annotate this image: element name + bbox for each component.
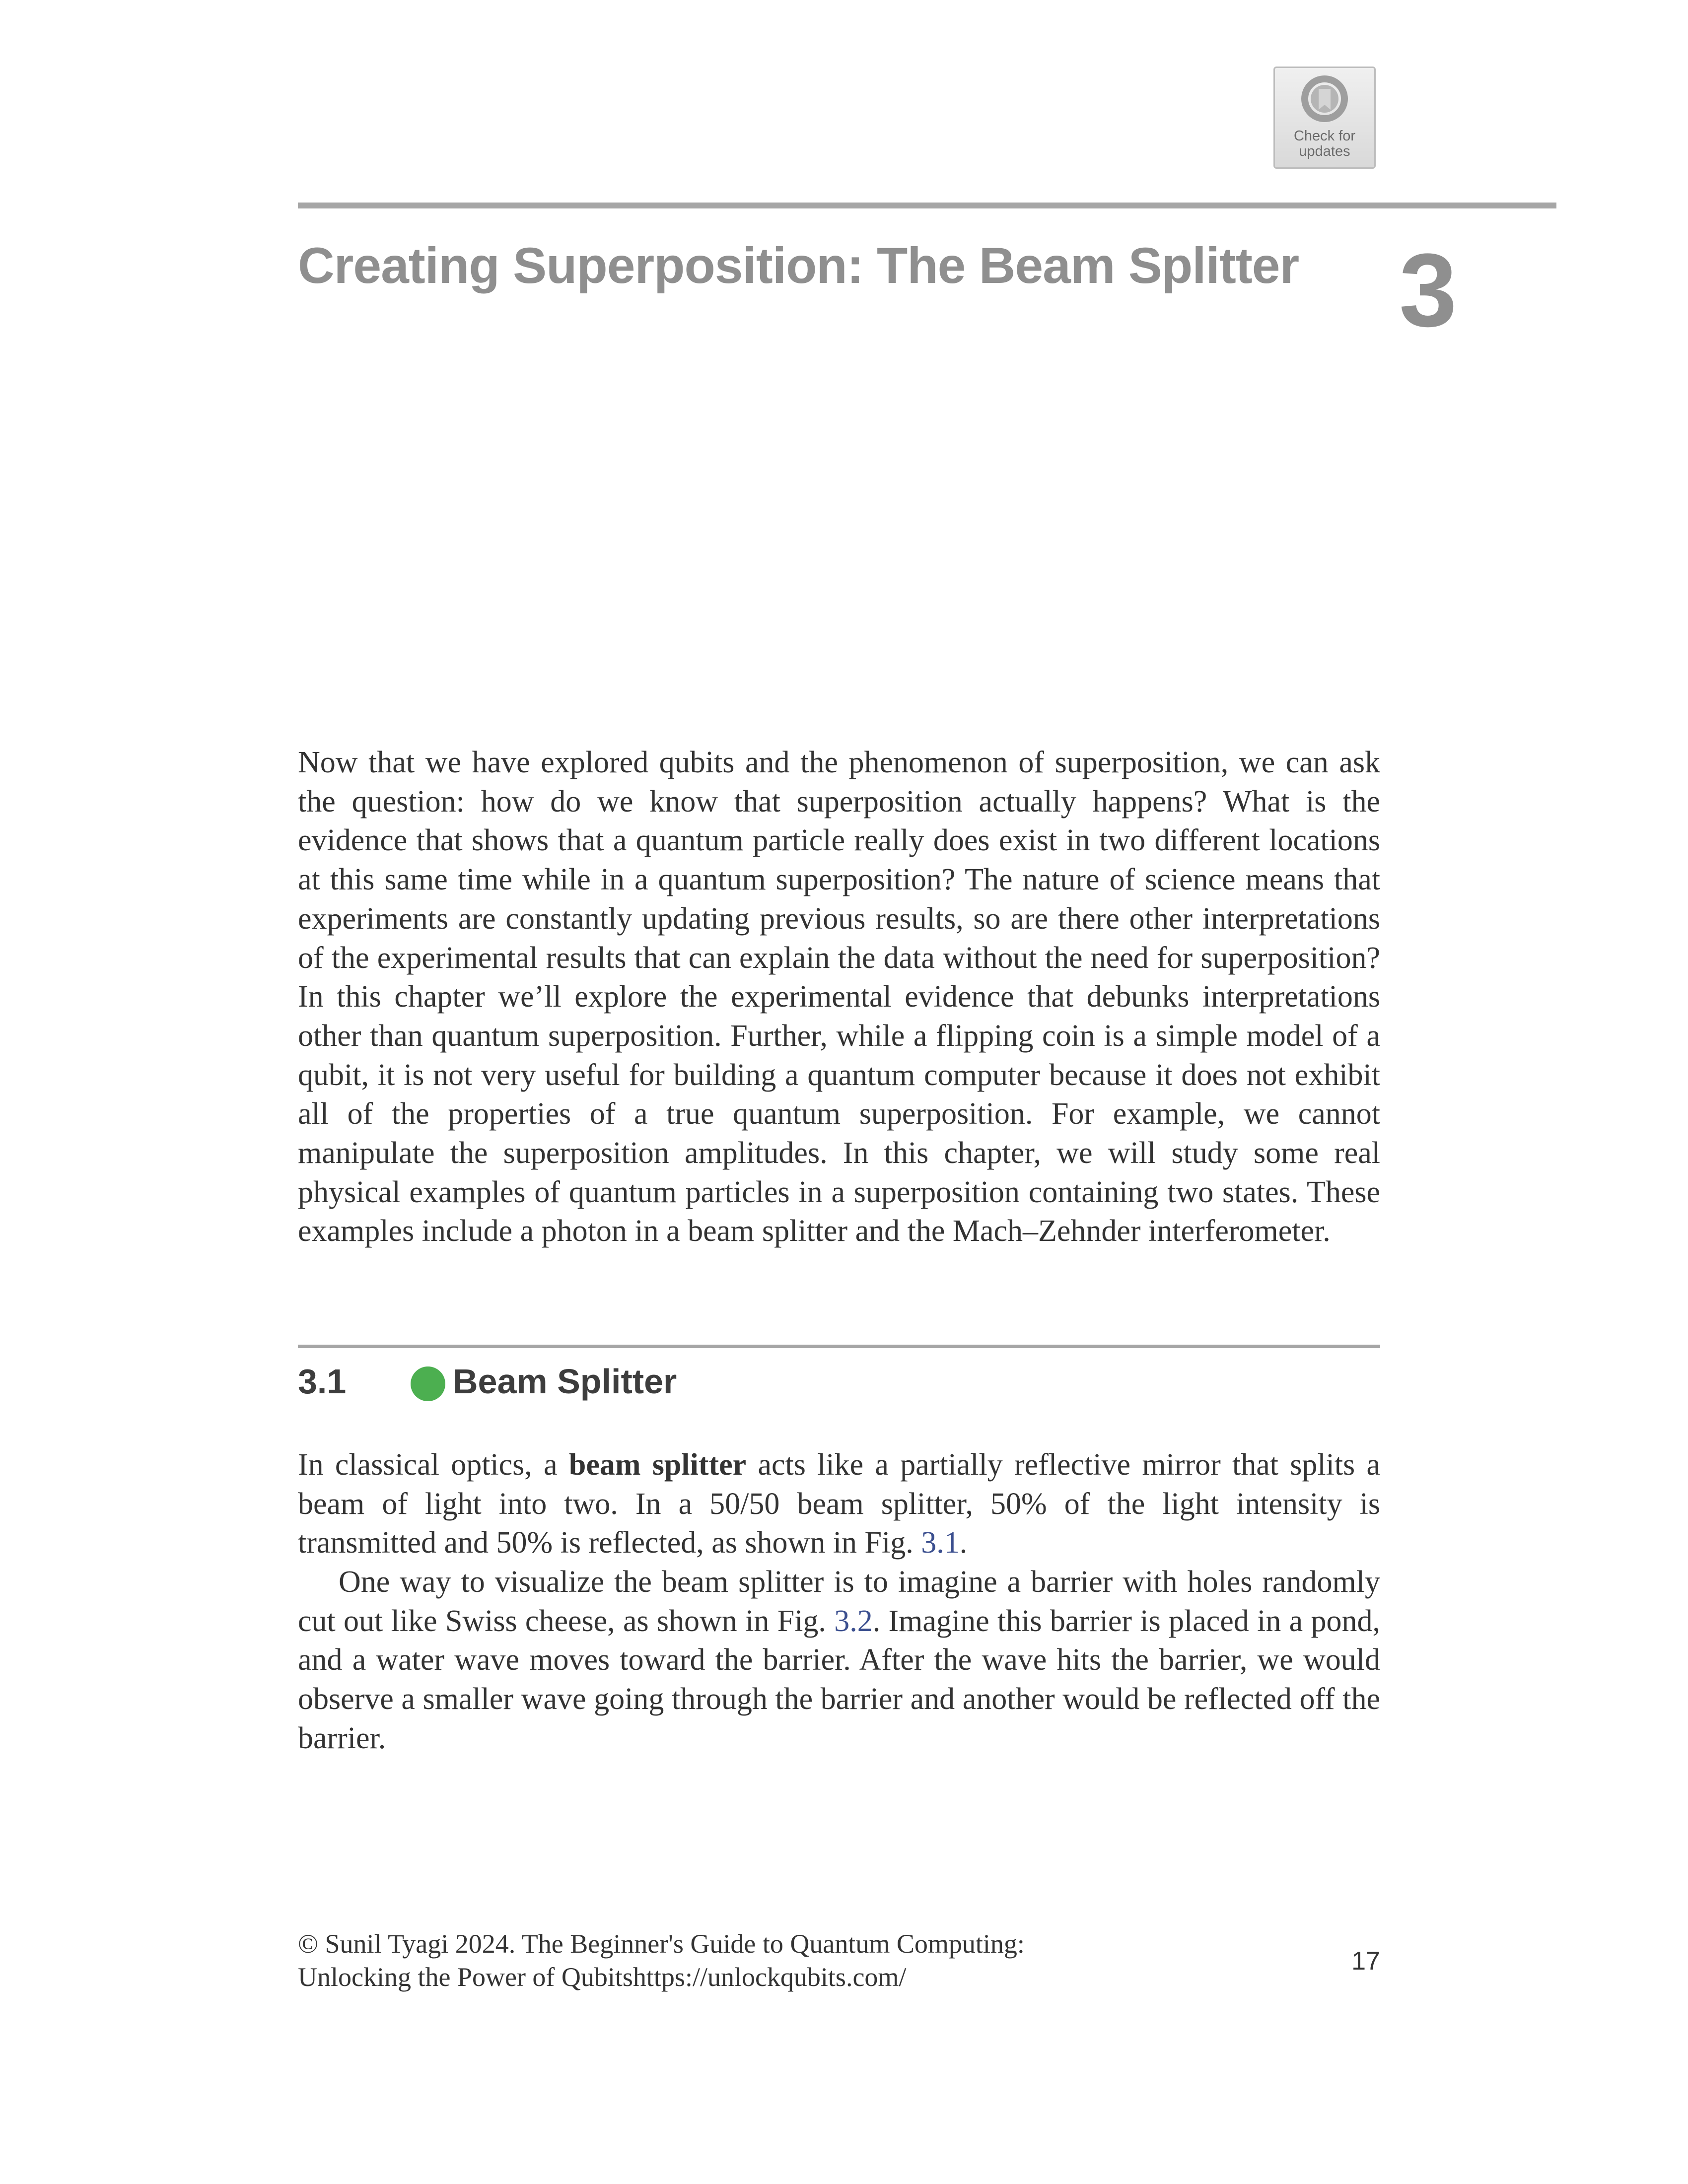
figure-link-3-2[interactable]: 3.2 <box>834 1604 873 1638</box>
copyright-line-1: © Sunil Tyagi 2024. The Beginner's Guide to Quantum Computing: <box>298 1929 1025 1959</box>
paragraph-text: One way to visualize the beam splitter is to imagine a barrier with holes randomly cut out like Swiss cheese, as shown in Fig. <box>298 1565 1380 1638</box>
paragraph-text: . <box>959 1526 968 1560</box>
beam-splitter-paragraph <box>298 1445 1380 1563</box>
check-for-updates-badge[interactable] <box>1273 67 1376 169</box>
section-title: Beam Splitter <box>453 1362 677 1401</box>
chapter-number: 3 <box>1399 232 1457 348</box>
intro-paragraph: Now that we have explored qubits and the phenomenon of superposition, we can ask the question: how do we know that superposition actually happens? What is the evidence that shows that a quantum particle really does exist in two different locations at this same time while in a quantum superposition? The nature of science means that experiments are constantly updating previous results, so are there other interpretations of the experimental results that can explain the data without the need for superposition? In this chapter we’ll explore the experimental evidence that debunks interpretations other than quantum superposition. Further, while a flipping coin is a simple model of a qubit, it is not very useful for building a quantum computer because it does not exhibit all of the properties of a true quantum superposition. For example, we cannot manipulate the superposition amplitudes. In this chapter, we will study some real physical examples of quantum particles in a superposition containing two states. These examples include a photon in a beam splitter and the Mach–Zehnder interferometer. <box>298 746 1380 1248</box>
term-beam-splitter: beam splitter <box>568 1448 747 1482</box>
section-rule <box>298 1345 1380 1348</box>
copyright-line-2: Unlocking the Power of Qubitshttps://unlockqubits.com/ <box>298 1962 907 1992</box>
figure-link-3-1[interactable]: 3.1 <box>921 1526 960 1560</box>
paragraph-text: In classical optics, a <box>298 1448 569 1482</box>
bookmark-ring-icon <box>1300 74 1349 124</box>
chapter-top-rule <box>298 203 1556 208</box>
swiss-cheese-paragraph <box>298 1563 1380 1758</box>
section-marker-dot <box>411 1366 445 1401</box>
chapter-title: Creating Superposition: The Beam Splitter <box>298 237 1299 294</box>
page-number: 17 <box>1351 1947 1380 1976</box>
check-for-updates-label: Check for updates <box>1293 128 1356 159</box>
section-number: 3.1 <box>298 1362 347 1401</box>
paragraph-text: . Imagine this barrier is placed in a pond, and a water wave moves toward the barrier. After the wave hits the barrier, we would observe a smaller wave going through the barrier and another would be reflected off the barrier. <box>298 1604 1380 1755</box>
copyright-footer <box>298 1927 1025 1994</box>
paragraph-text: acts like a partially reflective mirror that splits a beam of light into two. In a 50/50 beam splitter, 50% of the light intensity is transmitted and 50% is reflected, as shown in Fig. <box>298 1448 1380 1560</box>
